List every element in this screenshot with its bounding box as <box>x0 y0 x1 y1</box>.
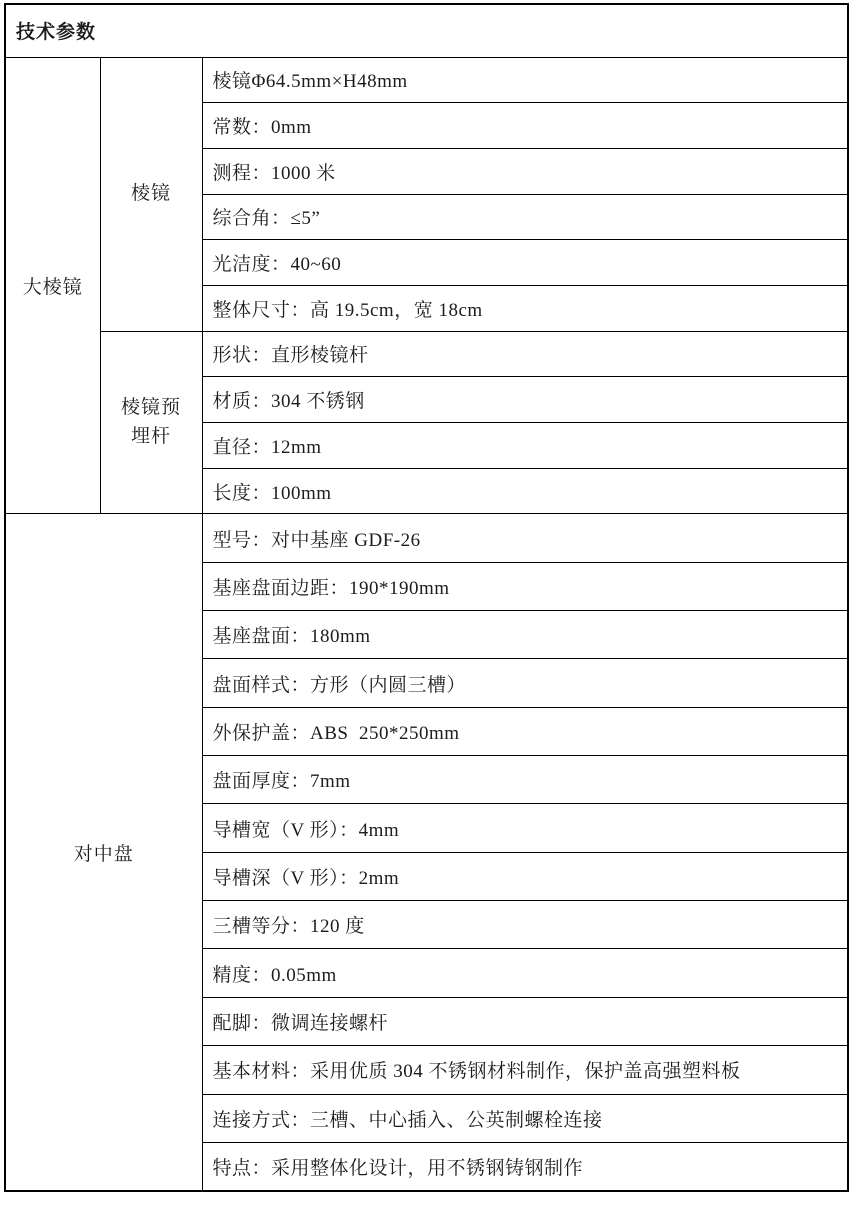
spec-value: 材质：304 不锈钢 <box>202 377 848 423</box>
table-row <box>5 4 848 57</box>
spec-value: 形状：直形棱镜杆 <box>202 331 848 377</box>
group-label-centering-plate: 对中盘 <box>5 514 202 1191</box>
subgroup-label-prism: 棱镜 <box>100 57 202 331</box>
spec-value: 基座盘面：180mm <box>202 611 848 659</box>
spec-value: 外保护盖：ABS 250*250mm <box>202 707 848 755</box>
table-row <box>5 331 848 377</box>
spec-value: 盘面厚度：7mm <box>202 756 848 804</box>
table-title: 技术参数 <box>5 4 848 57</box>
spec-value: 三槽等分：120 度 <box>202 901 848 949</box>
spec-value: 配脚：微调连接螺杆 <box>202 997 848 1045</box>
spec-value: 连接方式：三槽、中心插入、公英制螺栓连接 <box>202 1094 848 1142</box>
table-row <box>5 514 848 562</box>
spec-value: 测程：1000 米 <box>202 148 848 194</box>
spec-value: 长度：100mm <box>202 468 848 514</box>
group-label-big-prism: 大棱镜 <box>5 57 100 514</box>
spec-value: 直径：12mm <box>202 423 848 469</box>
spec-value: 综合角：≤5” <box>202 194 848 240</box>
spec-value: 常数：0mm <box>202 103 848 149</box>
spec-value: 光洁度：40~60 <box>202 240 848 286</box>
spec-value: 整体尺寸：高 19.5cm，宽 18cm <box>202 285 848 331</box>
spec-value: 型号：对中基座 GDF-26 <box>202 514 848 562</box>
spec-value: 基座盘面边距：190*190mm <box>202 562 848 610</box>
spec-value: 棱镜Φ64.5mm×H48mm <box>202 57 848 103</box>
table-row <box>5 57 848 103</box>
spec-value: 盘面样式：方形（内圆三槽） <box>202 659 848 707</box>
spec-value: 特点：采用整体化设计，用不锈钢铸钢制作 <box>202 1142 848 1190</box>
spec-value: 导槽宽（V 形）：4mm <box>202 804 848 852</box>
spec-value: 导槽深（V 形）：2mm <box>202 852 848 900</box>
spec-value: 精度：0.05mm <box>202 949 848 997</box>
spec-table <box>4 3 849 1192</box>
subgroup-label-prism-embed-rod: 棱镜预埋杆 <box>100 331 202 514</box>
spec-value: 基本材料：采用优质 304 不锈钢材料制作，保护盖高强塑料板 <box>202 1046 848 1094</box>
